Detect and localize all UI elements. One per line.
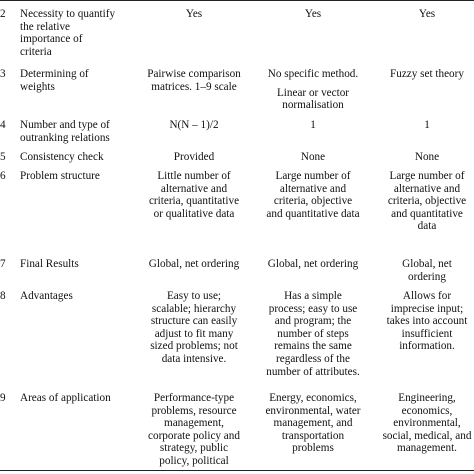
row-3-number: 3	[0, 68, 6, 80]
row-5-col-2: None	[300, 151, 326, 163]
row-9-criterion: Areas of application	[20, 392, 111, 404]
table-bottom-rule	[0, 470, 474, 471]
row-6-number: 6	[0, 170, 6, 182]
row-5-number: 5	[0, 151, 6, 163]
row-6-col-2: Large number of alternative and criteria, objective and quantitative data	[266, 170, 360, 220]
row-7-number: 7	[0, 258, 6, 270]
row-2-criterion: Necessity to quantify the relative importance of criteria	[20, 8, 116, 58]
row-9-col-1: Performance-type problems, resource management, corporate policy and strategy, public policy, political	[148, 392, 240, 467]
row-3-col-2: No specific method. Linear or vector normalisation	[267, 68, 359, 112]
row-3-col-1: Pairwise comparison matrices. 1–9 scale	[147, 68, 241, 93]
row-2-number: 2	[0, 8, 6, 20]
row-7-col-3: Global, net ordering	[402, 258, 452, 283]
row-5-col-1: Provided	[173, 151, 215, 163]
row-4-col-1: N(N – 1)/2	[169, 119, 219, 131]
row-5-criterion: Consistency check	[20, 151, 104, 163]
row-4-criterion: Number and type of outranking relations	[20, 119, 110, 144]
row-7-criterion: Final Results	[20, 258, 79, 270]
row-9-col-3: Engineering, economics, environmental, social, medical, and management.	[382, 392, 472, 455]
row-8-col-3: Allows for imprecise input; takes into account insufficient information.	[386, 290, 468, 353]
row-6-criterion: Problem structure	[20, 170, 100, 182]
row-8-criterion: Advantages	[20, 290, 73, 302]
row-4-number: 4	[0, 119, 6, 131]
row-7-col-1: Global, net ordering	[148, 258, 240, 270]
row-5-col-3: None	[414, 151, 440, 163]
row-9-col-2: Energy, economics, environmental, water management, and transportation problems	[265, 392, 361, 455]
row-9-number: 9	[0, 392, 6, 404]
row-4-col-2: 1	[310, 119, 316, 131]
row-6-col-3: Large number of alternative and criteria, objective and quantitative data	[387, 170, 467, 233]
table-top-rule	[0, 0, 474, 1]
row-2-col-2: Yes	[304, 8, 322, 20]
row-8-number: 8	[0, 290, 6, 302]
row-2-col-1: Yes	[185, 8, 203, 20]
row-3-col-3: Fuzzy set theory	[390, 68, 464, 80]
row-7-col-2: Global, net ordering	[267, 258, 359, 270]
row-8-col-1: Easy to use; scalable; hierarchy structure can easily adjust to fit many sized problems; not data intensive.	[150, 290, 238, 365]
row-4-col-3: 1	[424, 119, 430, 131]
row-3-criterion: Determining of weights	[20, 68, 89, 93]
row-2-col-3: Yes	[418, 8, 436, 20]
row-6-col-1: Little number of alternative and criteria, quantitative or qualitative data	[148, 170, 240, 220]
row-8-col-2: Has a simple process; easy to use and program; the number of steps remains the same regardless of the number of attributes.	[266, 290, 360, 378]
